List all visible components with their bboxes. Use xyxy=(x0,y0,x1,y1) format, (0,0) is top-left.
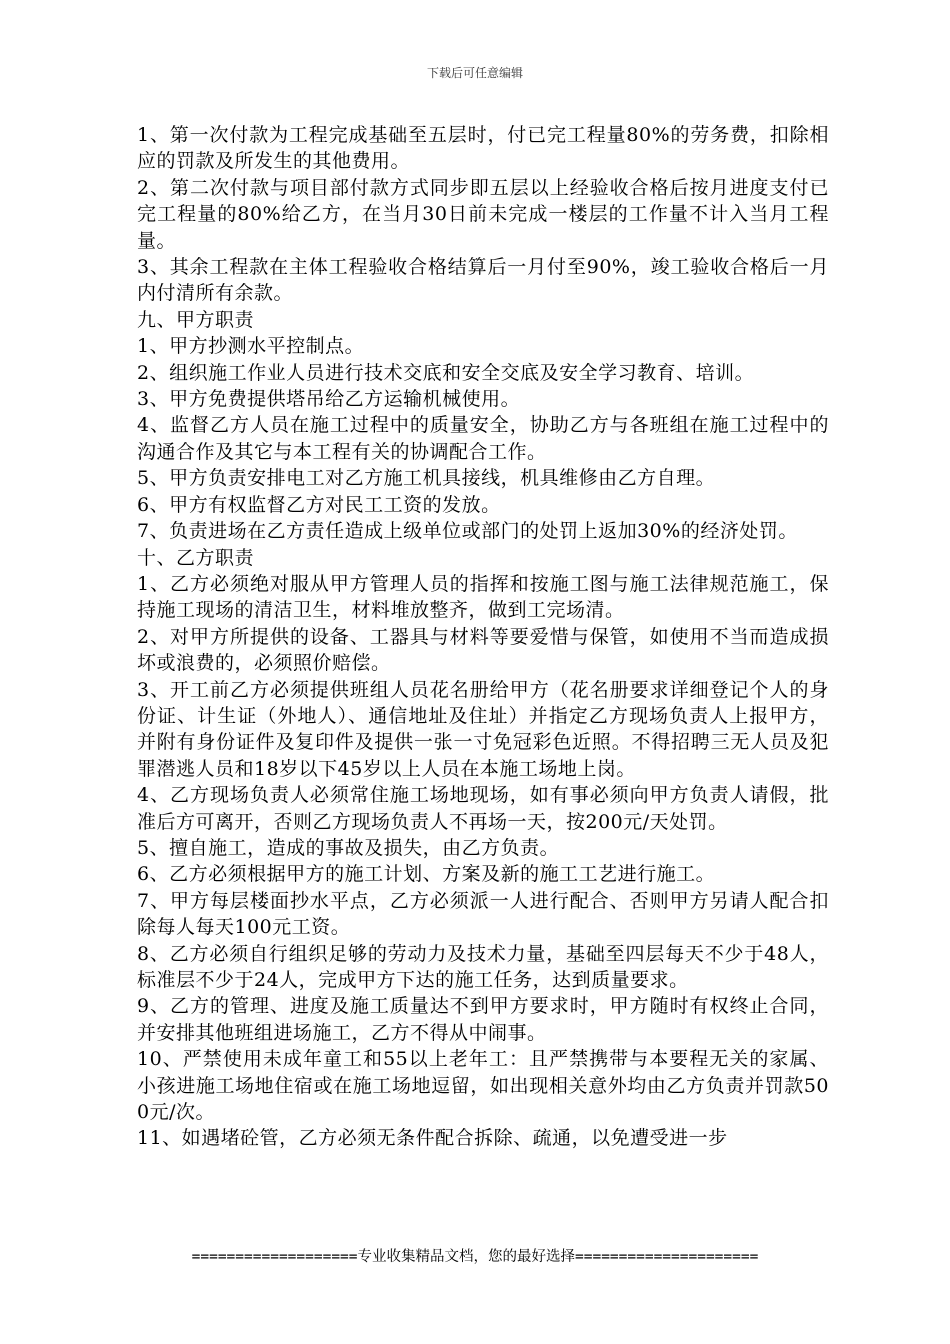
paragraph-party-b-4: 4、乙方现场负责人必须常住施工场地现场，如有事必须向甲方负责人请假，批准后方可离开，否则乙方现场负责人不再场一天，按200元/天处罚。 xyxy=(137,784,829,833)
paragraph-payment-1: 1、第一次付款为工程完成基础至五层时，付已完工程量80%的劳务费，扣除相应的罚款及所发生的其他费用。 xyxy=(137,124,829,173)
paragraph-payment-2: 2、第二次付款与项目部付款方式同步即五层以上经验收合格后按月进度支付已完工程量的80%给乙方，在当月30日前未完成一楼层的工作量不计入当月工程量。 xyxy=(137,176,829,252)
page-header: 下载后可任意编辑 xyxy=(426,66,523,80)
paragraph-party-b-3: 3、开工前乙方必须提供班组人员花名册给甲方（花名册要求详细登记个人的身份证、计生证（外地人）、通信地址及住址）并指定乙方现场负责人上报甲方，并附有身份证件及复印件及提供一张一寸免冠彩色近照。不得招聘三无人员及犯罪潜逃人员和18岁以下45岁以上人员在本施工场地上岗。 xyxy=(137,678,829,780)
paragraph-party-b-6: 6、乙方必须根据甲方的施工计划、方案及新的施工工艺进行施工。 xyxy=(137,863,716,886)
page-footer: ===================专业收集精品文档，您的最好选择===================== xyxy=(191,1249,759,1265)
paragraph-party-b-10: 10、严禁使用未成年童工和55以上老年工：且严禁携带与本要程无关的家属、小孩进施工场地住宿或在施工场地逗留，如出现相关意外均由乙方负责并罚款500元/次。 xyxy=(137,1048,829,1124)
paragraph-party-b-5: 5、擅自施工，造成的事故及损失，由乙方负责。 xyxy=(137,836,560,859)
paragraph-party-a-2: 2、组织施工作业人员进行技术交底和安全交底及安全学习教育、培训。 xyxy=(137,361,755,384)
paragraph-party-b-9: 9、乙方的管理、进度及施工质量达不到甲方要求时，甲方随时有权终止合同，并安排其他班组进场施工，乙方不得从中闹事。 xyxy=(137,995,829,1044)
paragraph-party-b-7: 7、甲方每层楼面抄水平点，乙方必须派一人进行配合、否则甲方另请人配合扣除每人每天100元工资。 xyxy=(137,889,829,939)
paragraph-party-a-6: 6、甲方有权监督乙方对民工工资的发放。 xyxy=(137,493,501,516)
paragraph-party-a-5: 5、甲方负责安排电工对乙方施工机具接线，机具维修由乙方自理。 xyxy=(137,467,716,490)
section-heading-party-a: 九、甲方职责 xyxy=(137,308,255,331)
paragraph-party-b-1: 1、乙方必须绝对服从甲方管理人员的指挥和按施工图与施工法律规范施工，保持施工现场的清洁卫生，材料堆放整齐，做到工完场清。 xyxy=(137,572,829,622)
paragraph-party-b-8: 8、乙方必须自行组织足够的劳动力及技术力量，基础至四层每天不少于48人，标准层不少于24人，完成甲方下达的施工任务，达到质量要求。 xyxy=(137,942,829,991)
paragraph-party-b-11: 11、如遇堵砼管，乙方必须无条件配合拆除、疏通，以免遭受进一步 xyxy=(137,1127,728,1150)
paragraph-party-a-7: 7、负责进场在乙方责任造成上级单位或部门的处罚上返加30%的经济处罚。 xyxy=(137,520,798,543)
paragraph-party-a-4: 4、监督乙方人员在施工过程中的质量安全，协助乙方与各班组在施工过程中的沟通合作及其它与本工程有关的协调配合工作。 xyxy=(137,414,829,463)
paragraph-party-b-2: 2、对甲方所提供的设备、工器具与材料等要爱惜与保管，如使用不当而造成损坏或浪费的，必须照价赔偿。 xyxy=(137,625,829,675)
paragraph-party-a-1: 1、甲方抄测水平控制点。 xyxy=(137,335,365,358)
document-body xyxy=(137,122,829,1152)
paragraph-payment-3: 3、其余工程款在主体工程验收合格结算后一月付至90%，竣工验收合格后一月内付清所有余款。 xyxy=(137,256,829,305)
paragraph-party-a-3: 3、甲方免费提供塔吊给乙方运输机械使用。 xyxy=(137,388,521,411)
section-heading-party-b: 十、乙方职责 xyxy=(137,546,255,569)
